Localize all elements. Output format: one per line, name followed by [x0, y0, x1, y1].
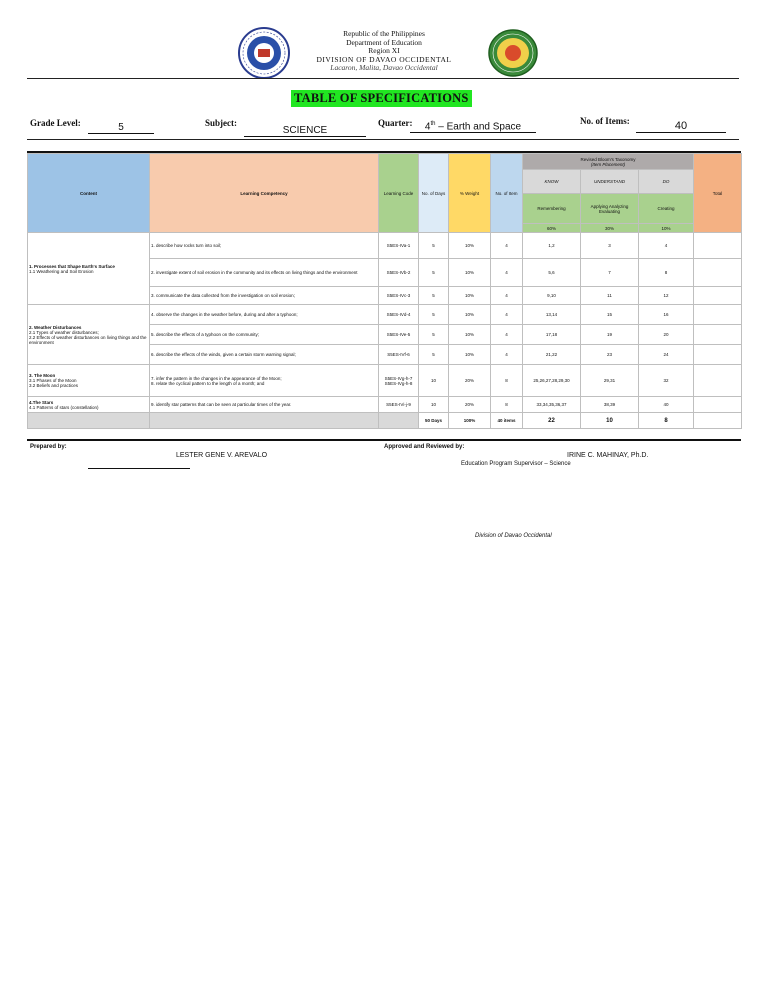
days-cell: 5 — [419, 345, 449, 365]
creating-cell: 4 — [639, 233, 694, 259]
code-cell: S5ES-IVa-1 — [379, 233, 419, 259]
applying-cell: 23 — [581, 345, 639, 365]
code-line-1: S5ES-IVg-h-7 — [384, 375, 413, 381]
total-cell — [694, 259, 742, 287]
weight-cell: 10% — [449, 259, 491, 287]
items-value: 40 — [636, 120, 726, 133]
totals-blank-code — [379, 413, 419, 429]
header-days: No. of Days — [419, 154, 449, 233]
header-line-deped: Department of Education — [346, 37, 422, 47]
days-cell: 5 — [419, 305, 449, 325]
weight-cell: 20% — [449, 397, 491, 413]
items-cell: 8 — [491, 397, 523, 413]
table-row — [28, 365, 742, 397]
totals-row — [28, 413, 742, 429]
weight-cell: 20% — [449, 365, 491, 397]
applying-cell: 11 — [581, 287, 639, 305]
grade-level-label: Grade Level: — [30, 118, 81, 128]
total-weight: 100% — [449, 413, 491, 429]
content4-sub1: 4.1 Patterns of stars (constellation) — [29, 404, 99, 410]
header-understand: UNDERSTAND — [581, 170, 639, 194]
header-applying: Applying Analyzing Evaluating — [581, 194, 639, 224]
code-cell — [379, 365, 419, 397]
header-know: KNOW — [523, 170, 581, 194]
total-grand — [694, 413, 742, 429]
content3-sub2: 3.2 Beliefs and practices — [29, 383, 79, 388]
code-cell: S5ES-IVf-6 — [379, 345, 419, 365]
content1-sub: 1.1 Weathering and Soil Erosion — [29, 268, 94, 274]
specifications-table — [27, 153, 742, 429]
content1-title: 1. Processes that Shape Earth's Surface — [29, 263, 115, 269]
weight-cell: 10% — [449, 305, 491, 325]
quarter-label: Quarter: — [378, 118, 413, 128]
prepared-by-label: Prepared by: — [30, 444, 67, 450]
items-cell: 4 — [491, 233, 523, 259]
items-cell: 4 — [491, 345, 523, 365]
days-cell: 10 — [419, 365, 449, 397]
total-days: 50 Days — [419, 413, 449, 429]
creating-cell: 40 — [639, 397, 694, 413]
letterhead — [284, 30, 484, 73]
table-row — [28, 397, 742, 413]
table-bottom-border — [27, 439, 741, 441]
remembering-cell: 1,2 — [523, 233, 581, 259]
deped-seal-logo — [238, 27, 290, 79]
remembering-cell: 25,26,27,28,29,30 — [523, 365, 581, 397]
percent-know: 60% — [523, 224, 581, 233]
preparer-signature-line — [88, 468, 190, 469]
table-row — [28, 233, 742, 259]
code-cell: S5ES-IVe-5 — [379, 325, 419, 345]
header-creating: Creating — [639, 194, 694, 224]
days-cell: 5 — [419, 325, 449, 345]
content2-sub2: 2.2 Effects of weather disturbances on living things and the environment — [29, 334, 147, 345]
content2-sub1: 2.1 Types of weather disturbances; — [29, 329, 99, 335]
header-competency: Learning Competency — [150, 154, 379, 233]
quarter-number: 4 — [424, 121, 431, 133]
total-cell — [694, 233, 742, 259]
quarter-value — [410, 121, 536, 133]
header-line-address: Lacaron, Malita, Davao Occidental — [330, 63, 438, 72]
items-cell: 4 — [491, 325, 523, 345]
header-line-region: Region XI — [368, 46, 400, 55]
competency-line-2: 8. relate the cyclical pattern to the length of a month; and — [151, 380, 265, 386]
days-cell: 5 — [419, 287, 449, 305]
table-row — [28, 305, 742, 325]
header-items: No. of Item — [491, 154, 523, 233]
applying-cell: 15 — [581, 305, 639, 325]
applying-cell: 38,39 — [581, 397, 639, 413]
remembering-cell: 17,18 — [523, 325, 581, 345]
division-note: Division of Davao Occidental — [475, 533, 552, 539]
competency-cell: 3. communicate the data collected from the investigation on soil erosion; — [150, 287, 379, 305]
items-cell: 8 — [491, 365, 523, 397]
creating-cell: 8 — [639, 259, 694, 287]
content4-title: 4.The Stars — [29, 399, 54, 405]
grade-level-value: 5 — [88, 122, 154, 134]
totals-blank-competency — [150, 413, 379, 429]
quarter-topic: – Earth and Space — [435, 121, 522, 133]
competency-cell: 2. investigate extent of soil erosion in the community and its effects on living things and the environment — [150, 259, 379, 287]
remembering-cell: 33,34,35,36,37 — [523, 397, 581, 413]
percent-do: 10% — [639, 224, 694, 233]
total-creating: 8 — [639, 413, 694, 429]
content-cell-2 — [28, 305, 150, 365]
header-content: Content — [28, 154, 150, 233]
items-cell: 4 — [491, 287, 523, 305]
quarter-suffix: th — [430, 121, 436, 127]
preparer-name: LESTER GENE V. AREVALO — [176, 452, 268, 459]
days-cell: 5 — [419, 259, 449, 287]
header-do: DO — [639, 170, 694, 194]
days-cell: 10 — [419, 397, 449, 413]
subject-label: Subject: — [205, 118, 237, 128]
header-divider — [27, 78, 739, 79]
approver-name: IRINE C. MAHINAY, Ph.D. — [567, 452, 649, 459]
code-cell: S5ES-IVc-3 — [379, 287, 419, 305]
days-cell: 5 — [419, 233, 449, 259]
weight-cell: 10% — [449, 325, 491, 345]
code-cell: S5ES-IVi-j-9 — [379, 397, 419, 413]
code-cell: S5ES-IVb-2 — [379, 259, 419, 287]
subject-value: SCIENCE — [244, 125, 366, 137]
header-bloom — [523, 154, 694, 170]
creating-cell: 12 — [639, 287, 694, 305]
creating-cell: 20 — [639, 325, 694, 345]
competency-cell — [150, 365, 379, 397]
content2-title: 2. Weather Disturbances — [29, 324, 82, 330]
competency-cell: 6. describe the effects of the winds, given a certain storm warning signal; — [150, 345, 379, 365]
approver-title: Education Program Supervisor – Science — [461, 461, 571, 467]
content-cell-3 — [28, 365, 150, 397]
header-line-republic: Republic of the Philippines — [343, 29, 425, 38]
total-applying: 10 — [581, 413, 639, 429]
total-cell — [694, 325, 742, 345]
content3-title: 3. The Moon — [29, 373, 56, 378]
header-remembering: Remembering — [523, 194, 581, 224]
approved-by-label: Approved and Reviewed by: — [384, 444, 465, 450]
total-remembering: 22 — [523, 413, 581, 429]
competency-cell: 1. describe how rocks turn into soil; — [150, 233, 379, 259]
total-cell — [694, 397, 742, 413]
items-label: No. of Items: — [580, 116, 630, 126]
header-line-division: DIVISION OF DAVAO OCCIDENTAL — [316, 54, 452, 64]
total-cell — [694, 345, 742, 365]
remembering-cell: 5,6 — [523, 259, 581, 287]
weight-cell: 10% — [449, 345, 491, 365]
percent-understand: 30% — [581, 224, 639, 233]
page-title: TABLE OF SPECIFICATIONS — [291, 90, 472, 107]
competency-cell: 5. describe the effects of a typhoon on the community; — [150, 325, 379, 345]
content-cell-1 — [28, 233, 150, 305]
content3-sub1: 3.1 Phases of the Moon — [29, 378, 77, 383]
bloom-subtitle: (Item Placement) — [590, 161, 626, 167]
creating-cell: 16 — [639, 305, 694, 325]
total-cell — [694, 365, 742, 397]
competency-cell: 9. identify star patterns that can be seen at particular times of the year. — [150, 397, 379, 413]
weight-cell: 10% — [449, 233, 491, 259]
creating-cell: 32 — [639, 365, 694, 397]
remembering-cell: 13,14 — [523, 305, 581, 325]
competency-cell: 4. observe the changes in the weather before, during and after a typhoon; — [150, 305, 379, 325]
header-total: Total — [694, 154, 742, 233]
header-code: Learning Code — [379, 154, 419, 233]
fields-underline — [27, 139, 739, 140]
total-items: 40 items — [491, 413, 523, 429]
bloom-title: Revised Bloom's Taxonomy — [580, 156, 636, 162]
code-cell: S5ES-IVd-4 — [379, 305, 419, 325]
creating-cell: 24 — [639, 345, 694, 365]
applying-cell: 7 — [581, 259, 639, 287]
division-seal-logo — [488, 29, 538, 77]
competency-line-1: 7. infer the pattern in the changes in the appearance of the Moon; — [151, 375, 282, 381]
content-cell-4 — [28, 397, 150, 413]
weight-cell: 10% — [449, 287, 491, 305]
remembering-cell: 9,10 — [523, 287, 581, 305]
remembering-cell: 21,22 — [523, 345, 581, 365]
totals-blank-content — [28, 413, 150, 429]
total-cell — [694, 287, 742, 305]
items-cell: 4 — [491, 259, 523, 287]
applying-cell: 19 — [581, 325, 639, 345]
code-line-2: S5ES-IVg-h-8 — [384, 380, 413, 386]
applying-cell: 3 — [581, 233, 639, 259]
total-cell — [694, 305, 742, 325]
applying-cell: 29,31 — [581, 365, 639, 397]
header-weight: % Weight — [449, 154, 491, 233]
items-cell: 4 — [491, 305, 523, 325]
